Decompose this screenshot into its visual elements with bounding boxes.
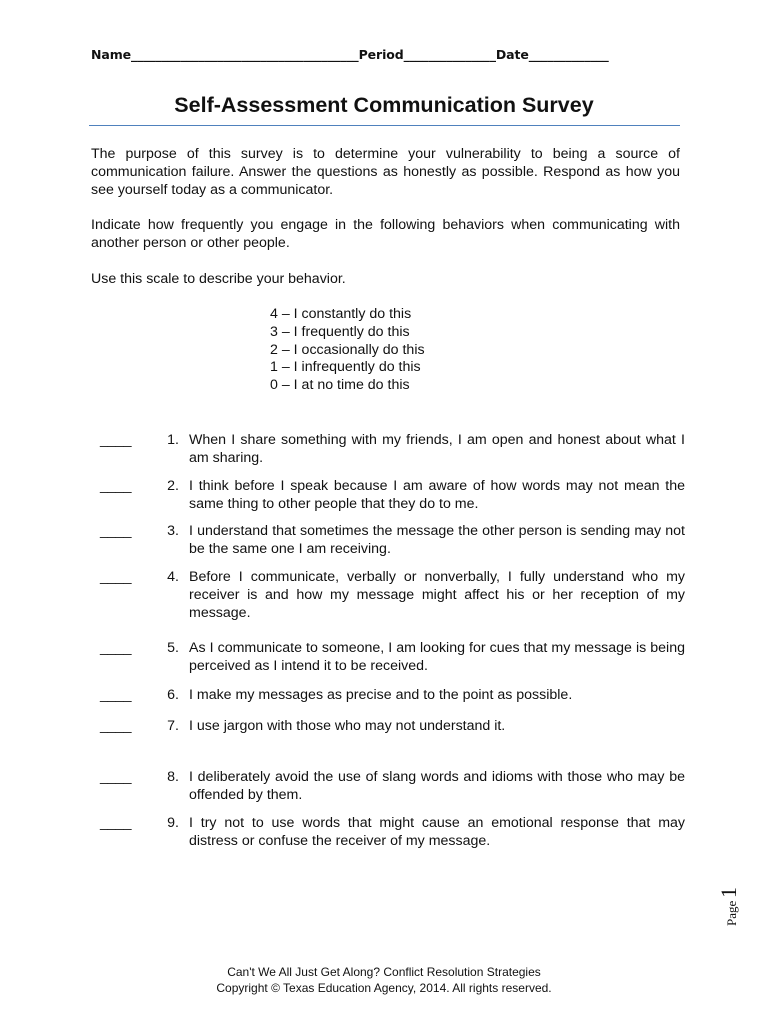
period-label: Period [358,47,404,62]
scale-level: 1 – I infrequently do this [270,359,421,376]
purpose-paragraph: The purpose of this survey is to determine your vulnerability to being a source of communication failure. Answer the questions as honestly as possible. Respond as how you see yourself today as a communicator. [91,146,680,198]
item-number: 1. [167,432,179,448]
item-number: 3. [167,523,179,539]
student-info-line [91,47,609,62]
item-number: 2. [167,478,179,494]
item-text: I use jargon with those who may not understand it. [189,718,506,734]
rating-scale [270,306,425,395]
scale-level: 3 – I frequently do this [270,323,410,340]
answer-blank[interactable]: ____ [100,718,132,734]
name-blank[interactable]: _____________________________________ [131,47,359,62]
footer [0,965,768,996]
scale-level: 2 – I occasionally do this [270,341,425,358]
answer-blank[interactable]: ____ [100,769,132,785]
answer-blank[interactable]: ____ [100,569,132,585]
date-blank[interactable]: _____________ [528,47,609,62]
item-number: 9. [167,815,179,831]
item-text: I deliberately avoid the use of slang words and idioms with those who may be offended by them. [189,769,685,803]
page-title: Self-Assessment Communication Survey [174,93,594,117]
item-number: 4. [167,569,179,585]
answer-blank[interactable]: ____ [100,432,132,448]
answer-blank[interactable]: ____ [100,640,132,656]
page-number-marker [708,882,748,928]
item-number: 6. [167,687,179,703]
page-label: Page [724,900,739,926]
answer-blank[interactable]: ____ [100,478,132,494]
item-number: 5. [167,640,179,656]
item-text: I make my messages as precise and to the point as possible. [189,687,573,703]
item-text: When I share something with my friends, I am open and honest about what I am sharing. [189,432,685,466]
footer-copyright: Copyright © Texas Education Agency, 2014. All rights reserved. [216,980,552,995]
answer-blank[interactable]: ____ [100,815,132,831]
instructions-paragraph: Indicate how frequently you engage in the following behaviors when communicating with another person or other people. [91,217,680,251]
answer-blank[interactable]: ____ [100,523,132,539]
item-text: I understand that sometimes the message the other person is sending may not be the same one I am receiving. [189,523,685,557]
item-text: As I communicate to someone, I am looking for cues that my message is being perceived as I intend it to be received. [189,640,685,674]
item-text: Before I communicate, verbally or nonverbally, I fully understand who my receiver is and how my message might affect his or her reception of my message. [189,569,685,621]
item-number: 7. [167,718,179,734]
scale-level: 0 – I at no time do this [270,377,410,394]
scale-level: 4 – I constantly do this [270,306,412,322]
date-label: Date [495,47,529,62]
footer-course-title: Can't We All Just Get Along? Conflict Resolution Strategies [227,965,541,979]
name-label: Name [91,47,131,62]
answer-blank[interactable]: ____ [100,687,132,703]
item-number: 8. [167,769,179,785]
scale-intro: Use this scale to describe your behavior. [91,271,346,287]
period-blank[interactable]: _______________ [403,47,496,62]
page-number: 1 [716,887,741,898]
title-underline [89,125,680,126]
item-text: I think before I speak because I am aware of how words may not mean the same thing to other people that they do to me. [189,478,685,512]
item-text: I try not to use words that might cause an emotional response that may distress or confuse the receiver of my message. [189,815,685,849]
